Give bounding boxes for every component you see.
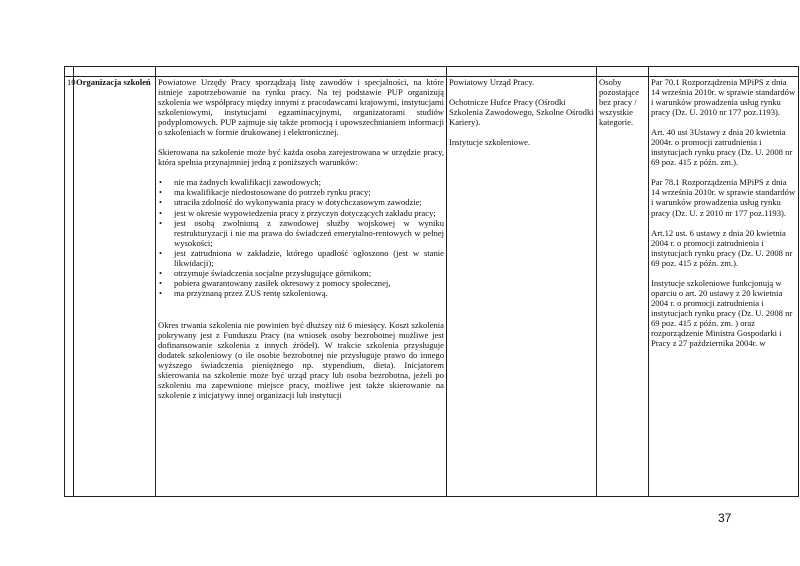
list-item: • pobiera gwarantowany zasiłek okresowy z pomocy społecznej, <box>168 278 444 288</box>
document-table <box>64 66 799 497</box>
list-item: • nie ma żadnych kwalifikacji zawodowych; <box>168 177 444 187</box>
list-item: • otrzymuje świadczenia socjalne przysługujące górnikom; <box>168 268 444 278</box>
row-institutions <box>447 77 597 497</box>
page-number: 37 <box>718 511 732 525</box>
institution-item: Instytucje szkoleniowe. <box>449 137 531 148</box>
list-item: • jest osobą zwolnioną z zawodowej służby wojskowej w wyniku restrukturyzacji i nie ma prawa do świadczeń emerytalno-rentowych w pełnej wysokości; <box>168 218 444 248</box>
description-paragraph-1: Powiatowe Urzędy Pracy sporządzają listę zawodów i specjalności, na które istnieje zapotrzebowanie na rynku pracy. Na tej podstawie PUP organizują szkolenia we współpracy między innymi z pracodawcami krajowymi, instytucjami szkoleniowymi, instytucjami egzaminacyjnymi, organizatorami studiów podyplomowych. PUP zajmuje się także promocją i upowszechnianiem informacji o szkoleniach w formie drukowanej i elektronicznej. <box>158 77 444 138</box>
institution-item: Ochotnicze Hufce Pracy (Ośrodki Szkolenia Zawodowego, Szkolne Ośrodki Kariery). <box>449 97 594 128</box>
legal-basis-item: Art. 40 ust 3Ustawy z dnia 20 kwietnia 2004r. o promocji zatrudnienia i instytucjach rynku pracy (Dz. U. 2008 nr 69 poz. 415 z późn. zm.). <box>651 127 793 168</box>
table-header-row <box>65 67 799 77</box>
row-number: 10 <box>65 77 74 497</box>
description-paragraph-2: Skierowana na szkolenie może być każda osoba zarejestrowana w urzędzie pracy, która spełnia przynajmniej jedną z poniższych warunków: <box>158 147 444 168</box>
legal-basis-item: Art.12 ust. 6 ustawy z dnia 20 kwietnia 2004 r. o promocji zatrudnienia i instytucjach rynku pracy (Dz. U. 2008 nr 69 poz. 415 z późn. zm.). <box>651 227 793 268</box>
list-item: • utraciła zdolność do wykonywania pracy w dotychczasowym zawodzie; <box>168 197 444 207</box>
description-paragraph-3: Okres trwania szkolenia nie powinien być dłuższy niż 6 miesięcy. Koszt szkolenia pokrywany jest z Funduszu Pracy (na wniosek osoby bezrobotnej możliwe jest dofinansowanie szkolenia z innych źródeł). W trakcie szkolenia przysługuje dodatek szkoleniowy (o ile osobie bezrobotnej nie przysługuje prawo do innego wyższego świadczenia pieniężnego np. stypendium, dieta). Inicjatorem skierowania na szkolenie może być urząd pracy lub osoba bezrobotna, jeżeli po szkoleniu ma zapewnione miejsce pracy, możliwe jest także skierowanie na szkolenie z inicjatywy innej organizacji lub instytucji <box>158 319 444 401</box>
legal-basis-item: Instytucje szkoleniowe funkcjonują w oparciu o art. 20 ustawy z 20 kwietnia 2004 r. o promocji zatrudnienia i instytucjach rynku pracy (Dz. U. 2008 nr 69 poz. 415 z późn. zm. ) oraz rozporządzenie Ministra Gospodarki i Pracy z 27 października 2004r. w <box>651 277 793 349</box>
list-item: • ma przyznaną przez ZUS rentę szkoleniową. <box>168 288 444 298</box>
row-target-group: Osoby pozostające bez pracy / wszystkie kategorie. <box>597 77 649 497</box>
list-item: • ma kwalifikacje niedostosowane do potrzeb rynku pracy; <box>168 187 444 197</box>
row-legal-basis <box>649 77 799 497</box>
row-description <box>156 77 447 497</box>
table-row <box>65 77 799 497</box>
conditions-list <box>158 177 444 298</box>
legal-basis-item: Par 78.1 Rozporządzenia MPiPS z dnia 14 września 2010r. w sprawie standardów i warunków prowadzenia usług rynku pracy (Dz. U. z 2010 nr 177 poz.1193). <box>651 177 796 218</box>
list-item: • jest zatrudniona w zakładzie, którego upadłość ogłoszono (jest w stanie likwidacji); <box>168 248 444 268</box>
institution-item: Powiatowy Urząd Pracy. <box>449 77 535 87</box>
list-item: • jest w okresie wypowiedzenia pracy z przyczyn dotyczących zakładu pracy; <box>168 208 444 218</box>
row-name: Organizacja szkoleń <box>74 77 156 497</box>
legal-basis-item: Par 70.1 Rozporządzenia MPiPS z dnia 14 września 2010r. w sprawie standardów i warunków prowadzenia usług rynku pracy (Dz. U. 2010 nr 177 poz.1193). <box>651 77 796 118</box>
